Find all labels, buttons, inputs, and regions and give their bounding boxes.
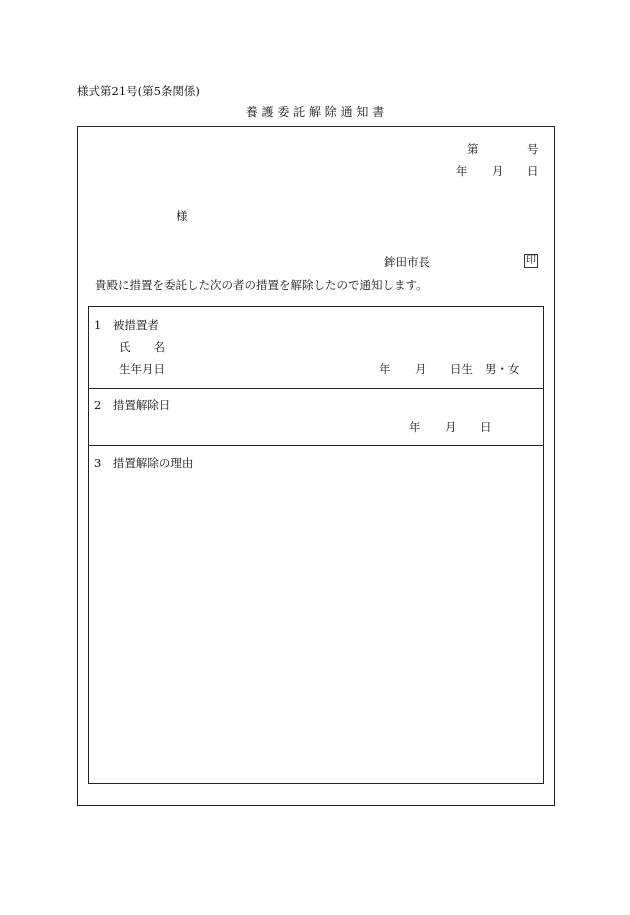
- date-month-label: 月: [492, 164, 504, 178]
- section-divider-1: [89, 388, 543, 389]
- addressee-suffix: 様: [176, 209, 188, 223]
- section3-heading: 3 措置解除の理由: [94, 456, 194, 470]
- section-divider-2: [89, 445, 543, 446]
- name-label: 氏 名: [119, 340, 165, 354]
- document-number-prefix: 第: [467, 142, 479, 156]
- issuer-name: 鉾田市長: [384, 255, 430, 269]
- document-number-suffix: 号: [527, 142, 539, 156]
- birth-year-label: 年: [379, 362, 391, 376]
- details-table: [88, 306, 544, 784]
- form-number-label: 様式第21号(第5条関係): [77, 84, 200, 98]
- seal-stamp: 印: [526, 255, 536, 266]
- intro-text: 貴殿に措置を委託した次の者の措置を解除したので通知します。: [95, 278, 428, 292]
- date-year-label: 年: [456, 164, 468, 178]
- release-month-label: 月: [445, 420, 457, 434]
- release-day-label: 日: [480, 420, 492, 434]
- document-title: 養 護 委 託 解 除 通 知 書: [245, 105, 385, 119]
- birthdate-label: 生年月日: [119, 362, 165, 376]
- birth-day-label: 日生: [450, 362, 473, 376]
- birth-month-label: 月: [415, 362, 427, 376]
- release-year-label: 年: [409, 420, 421, 434]
- section1-heading: 1 被措置者: [94, 318, 159, 332]
- section2-heading: 2 措置解除日: [94, 398, 171, 412]
- date-day-label: 日: [527, 164, 539, 178]
- sex-options: 男・女: [485, 362, 520, 376]
